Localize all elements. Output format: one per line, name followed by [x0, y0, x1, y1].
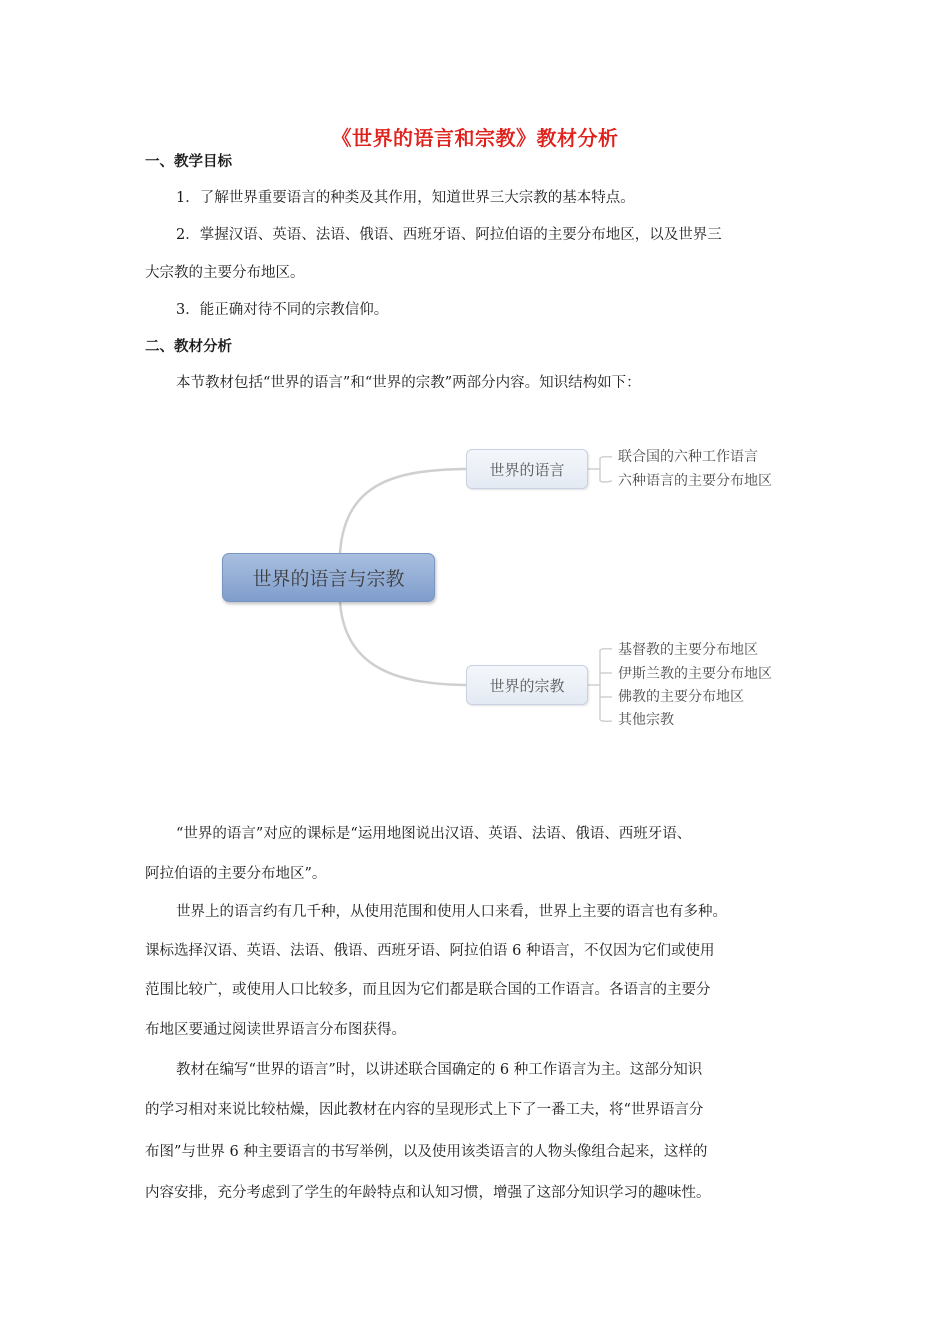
paragraph-line: 布图”与世界 6 种主要语言的书写举例，以及使用该类语言的人物头像组合起来，这样的 [145, 1144, 708, 1160]
mindmap-leaf: 基督教的主要分布地区 [618, 642, 758, 658]
mindmap-leaf: 佛教的主要分布地区 [618, 689, 744, 705]
paragraph-line: “世界的语言”对应的课标是“运用地图说出汉语、英语、法语、俄语、西班牙语、 [176, 826, 692, 842]
mindmap-leaf: 其他宗教 [618, 712, 674, 728]
paragraph-line: 的学习相对来说比较枯燥，因此教材在内容的呈现形式上下了一番工夫，将“世界语言分 [145, 1102, 704, 1118]
page-title: 《世界的语言和宗教》教材分析 [331, 126, 619, 150]
mindmap-leaf: 联合国的六种工作语言 [618, 449, 758, 465]
mindmap-leaf: 伊斯兰教的主要分布地区 [618, 666, 772, 682]
mindmap-leaf: 六种语言的主要分布地区 [618, 473, 772, 489]
paragraph-line: 课标选择汉语、英语、法语、俄语、西班牙语、阿拉伯语 6 种语言，不仅因为它们或使用 [145, 943, 715, 959]
objective-2-cont: 大宗教的主要分布地区。 [145, 265, 305, 281]
paragraph-line: 教材在编写“世界的语言”时，以讲述联合国确定的 6 种工作语言为主。这部分知识 [176, 1062, 703, 1078]
paragraph-line: 阿拉伯语的主要分布地区”。 [145, 866, 327, 882]
analysis-intro: 本节教材包括“世界的语言”和“世界的宗教”两部分内容。知识结构如下： [176, 375, 641, 391]
paragraph-line: 范围比较广，或使用人口比较多，而且因为它们都是联合国的工作语言。各语言的主要分 [145, 982, 711, 998]
section-heading-analysis: 二、教材分析 [145, 339, 232, 355]
mindmap-root-node: 世界的语言与宗教 [222, 553, 435, 602]
objective-3: 3．能正确对待不同的宗教信仰。 [176, 302, 389, 318]
mindmap-branch-languages: 世界的语言 [466, 449, 588, 489]
paragraph-line: 内容安排，充分考虑到了学生的年龄特点和认知习惯，增强了这部分知识学习的趣味性。 [145, 1185, 711, 1201]
mindmap-branch-religions: 世界的宗教 [466, 665, 588, 705]
paragraph-line: 布地区要通过阅读世界语言分布图获得。 [145, 1022, 406, 1038]
objective-1: 1．了解世界重要语言的种类及其作用，知道世界三大宗教的基本特点。 [176, 190, 635, 206]
section-heading-objectives: 一、教学目标 [145, 154, 232, 170]
paragraph-line: 世界上的语言约有几千种，从使用范围和使用人口来看，世界上主要的语言也有多种。 [176, 904, 727, 920]
objective-2: 2．掌握汉语、英语、法语、俄语、西班牙语、阿拉伯语的主要分布地区，以及世界三 [176, 227, 722, 243]
